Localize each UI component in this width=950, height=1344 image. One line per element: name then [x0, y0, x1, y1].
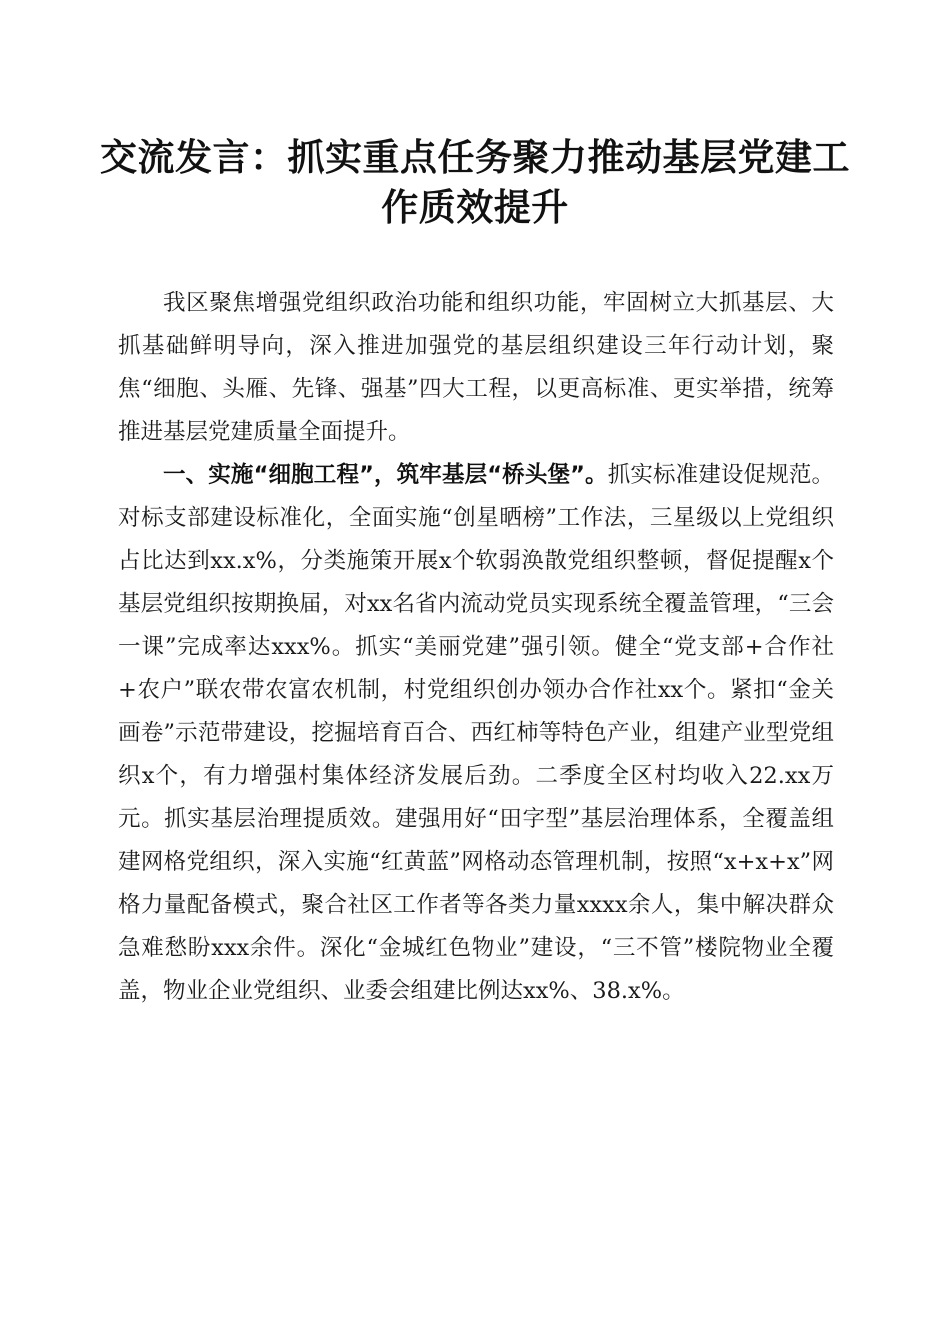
intro-paragraph: 我区聚焦增强党组织政治功能和组织功能，牢固树立大抓基层、大抓基础鲜明导向，深入推进加强党的基层组织建设三年行动计划，聚焦“细胞、头雁、先锋、强基”四大工程，以更高标准、更实举措，统筹推进基层党建质量全面提升。	[118, 290, 834, 445]
document-body	[118, 282, 834, 1013]
title-line-1: 交流发言：抓实重点任务聚力推动基层党建工	[100, 135, 850, 179]
section-1-heading: 一、实施“细胞工程”，筑牢基层“桥头堡”。	[163, 462, 608, 488]
section-1-paragraph	[118, 454, 834, 1013]
document-title	[100, 132, 850, 232]
title-line-2: 作质效提升	[381, 185, 569, 229]
section-1-body: 抓实标准建设促规范。对标支部建设标准化，全面实施“创星晒榜”工作法，三星级以上党组织占比达到xx.x%，分类施策开展x个软弱涣散党组织整顿，督促提醒x个基层党组织按期换届，对xx名省内流动党员实现系统全覆盖管理，“三会一课”完成率达xxx%。抓实“美丽党建”强引领。健全“党支部+合作社+农户”联农带农富农机制，村党组织创办领办合作社xx个。紧扣“金关画卷”示范带建设，挖掘培育百合、西红柿等特色产业，组建产业型党组织x个，有力增强村集体经济发展后劲。二季度全区村均收入22.xx万元。抓实基层治理提质效。建强用好“田字型”基层治理体系，全覆盖组建网格党组织，深入实施“红黄蓝”网格动态管理机制，按照“x+x+x”网格力量配备模式，聚合社区工作者等各类力量xxxx余人，集中解决群众急难愁盼xxx余件。深化“金城红色物业”建设，“三不管”楼院物业全覆盖，物业企业党组织、业委会组建比例达xx%、38.x%。	[118, 462, 834, 1004]
